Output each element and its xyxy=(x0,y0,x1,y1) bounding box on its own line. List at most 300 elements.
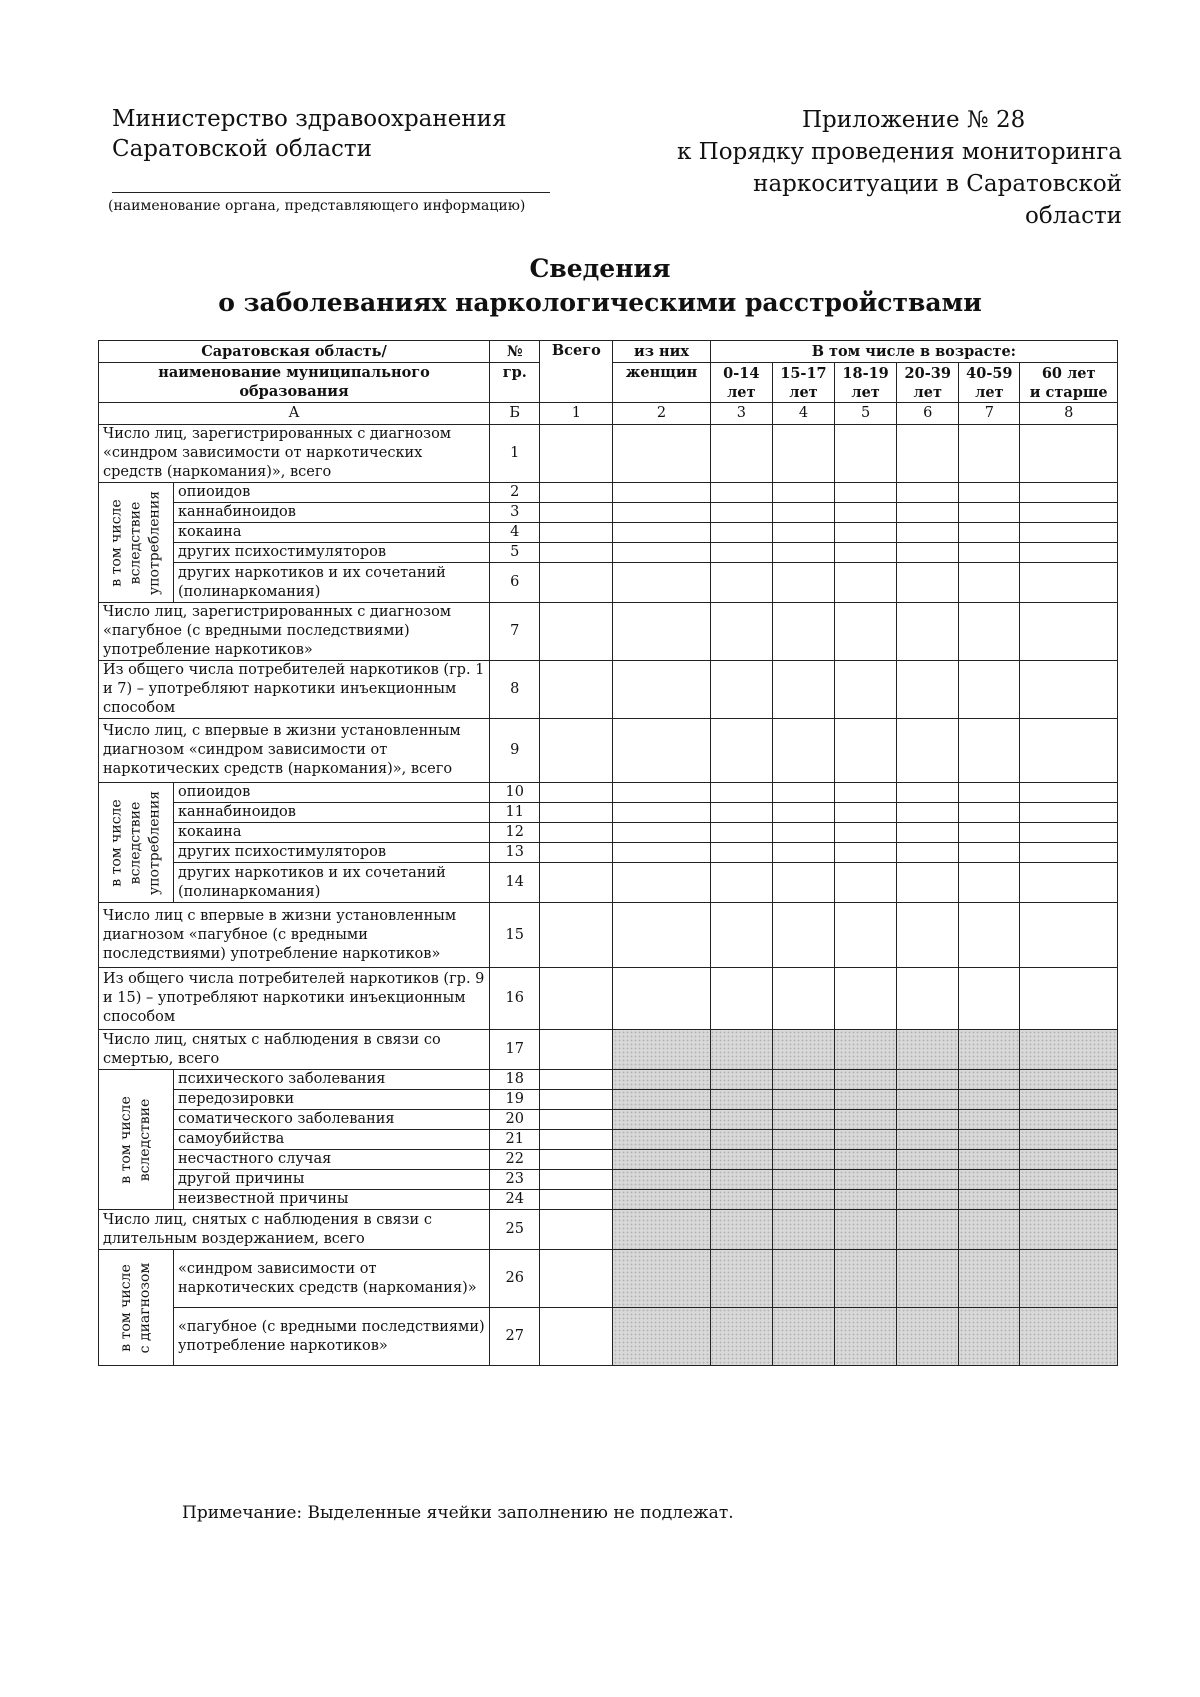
shaded-cell xyxy=(613,1190,710,1210)
row-number: 18 xyxy=(490,1070,540,1090)
shaded-cell xyxy=(613,1170,710,1190)
data-cell[interactable] xyxy=(710,661,772,719)
data-cell[interactable] xyxy=(710,803,772,823)
data-cell[interactable] xyxy=(772,803,834,823)
shaded-cell xyxy=(897,1308,959,1366)
table-row xyxy=(99,563,1118,603)
header-women-2: женщин xyxy=(613,363,710,403)
row-sublabel: «синдром зависимости от наркотических средств (наркомания)» xyxy=(173,1250,489,1308)
shaded-cell xyxy=(613,1210,710,1250)
data-cell[interactable] xyxy=(959,843,1020,863)
shaded-cell xyxy=(835,1250,897,1308)
row-sublabel: других наркотиков и их сочетаний (полинаркомания) xyxy=(173,863,489,903)
table-row xyxy=(99,863,1118,903)
header-num: № xyxy=(490,341,540,363)
data-cell[interactable] xyxy=(613,543,710,563)
data-cell[interactable] xyxy=(835,863,897,903)
shaded-cell xyxy=(897,1090,959,1110)
data-cell[interactable] xyxy=(1020,719,1118,783)
shaded-cell xyxy=(1020,1070,1118,1090)
data-cell[interactable] xyxy=(772,483,834,503)
data-cell[interactable] xyxy=(897,563,959,603)
data-cell[interactable] xyxy=(540,483,613,503)
data-cell[interactable] xyxy=(1020,823,1118,843)
data-cell[interactable] xyxy=(540,968,613,1030)
data-cell[interactable] xyxy=(710,783,772,803)
header-total: Всего xyxy=(540,341,613,403)
data-cell[interactable] xyxy=(710,823,772,843)
appendix-line-3: наркоситуации в Саратовской области xyxy=(753,171,1122,229)
data-cell[interactable] xyxy=(959,783,1020,803)
row-sublabel: каннабиноидов xyxy=(173,503,489,523)
header-age-20-39 xyxy=(897,363,959,403)
data-cell[interactable] xyxy=(1020,863,1118,903)
shaded-cell xyxy=(613,1250,710,1308)
header-age-60-plus xyxy=(1020,363,1118,403)
group-label xyxy=(99,1070,174,1210)
header-age-15-17-line-2: лет xyxy=(789,383,818,401)
column-index-4: 3 xyxy=(710,403,772,425)
shaded-cell xyxy=(835,1070,897,1090)
title-line-2: о заболеваниях наркологическими расстройствами xyxy=(218,288,982,317)
shaded-cell xyxy=(772,1030,834,1070)
data-cell[interactable] xyxy=(772,603,834,661)
data-cell[interactable] xyxy=(540,1090,613,1110)
data-cell[interactable] xyxy=(897,661,959,719)
data-cell[interactable] xyxy=(897,823,959,843)
header-num-2: гр. xyxy=(490,363,540,403)
data-cell[interactable] xyxy=(835,968,897,1030)
shaded-cell xyxy=(772,1070,834,1090)
table-row xyxy=(99,1308,1118,1366)
data-cell[interactable] xyxy=(772,968,834,1030)
shaded-cell xyxy=(710,1210,772,1250)
table-row xyxy=(99,483,1118,503)
data-cell[interactable] xyxy=(613,843,710,863)
data-cell[interactable] xyxy=(710,719,772,783)
data-cell[interactable] xyxy=(710,523,772,543)
data-cell[interactable] xyxy=(540,1030,613,1070)
data-cell[interactable] xyxy=(897,503,959,523)
data-cell[interactable] xyxy=(772,661,834,719)
data-cell[interactable] xyxy=(897,843,959,863)
data-cell[interactable] xyxy=(613,523,710,543)
row-number: 21 xyxy=(490,1130,540,1150)
header-age-15-17-line-1: 15-17 xyxy=(780,364,827,382)
data-cell[interactable] xyxy=(1020,903,1118,968)
data-cell[interactable] xyxy=(772,863,834,903)
shaded-cell xyxy=(710,1130,772,1150)
data-cell[interactable] xyxy=(540,903,613,968)
data-cell[interactable] xyxy=(613,603,710,661)
row-number: 27 xyxy=(490,1308,540,1366)
data-cell[interactable] xyxy=(835,483,897,503)
data-cell[interactable] xyxy=(1020,543,1118,563)
data-cell[interactable] xyxy=(835,823,897,843)
shaded-cell xyxy=(835,1150,897,1170)
row-sublabel: передозировки xyxy=(173,1090,489,1110)
shaded-cell xyxy=(613,1130,710,1150)
shaded-cell xyxy=(710,1030,772,1070)
shaded-cell xyxy=(1020,1150,1118,1170)
data-cell[interactable] xyxy=(540,843,613,863)
shaded-cell xyxy=(710,1190,772,1210)
data-cell[interactable] xyxy=(897,425,959,483)
shaded-cell xyxy=(835,1090,897,1110)
data-cell[interactable] xyxy=(710,603,772,661)
table-row xyxy=(99,503,1118,523)
row-number: 1 xyxy=(490,425,540,483)
shaded-cell xyxy=(897,1070,959,1090)
data-cell[interactable] xyxy=(897,903,959,968)
data-cell[interactable] xyxy=(897,483,959,503)
data-cell[interactable] xyxy=(897,803,959,823)
shaded-cell xyxy=(710,1150,772,1170)
data-cell[interactable] xyxy=(540,503,613,523)
row-sublabel: неизвестной причины xyxy=(173,1190,489,1210)
data-cell[interactable] xyxy=(772,719,834,783)
header-age-18-19-line-2: лет xyxy=(851,383,880,401)
shaded-cell xyxy=(959,1210,1020,1250)
row-number: 20 xyxy=(490,1110,540,1130)
shaded-cell xyxy=(613,1090,710,1110)
row-number: 8 xyxy=(490,661,540,719)
data-cell[interactable] xyxy=(1020,603,1118,661)
data-cell[interactable] xyxy=(835,783,897,803)
data-cell[interactable] xyxy=(959,863,1020,903)
report-table xyxy=(98,340,1118,1366)
header-age-20-39-line-1: 20-39 xyxy=(904,364,951,382)
data-cell[interactable] xyxy=(613,661,710,719)
table-row xyxy=(99,719,1118,783)
shaded-cell xyxy=(959,1070,1020,1090)
data-cell[interactable] xyxy=(959,803,1020,823)
data-cell[interactable] xyxy=(959,903,1020,968)
data-cell[interactable] xyxy=(710,903,772,968)
data-cell[interactable] xyxy=(710,863,772,903)
data-cell[interactable] xyxy=(897,603,959,661)
shaded-cell xyxy=(959,1110,1020,1130)
header-age-60-plus-line-1: 60 лет xyxy=(1041,364,1096,382)
table-row xyxy=(99,1130,1118,1150)
row-number: 16 xyxy=(490,968,540,1030)
data-cell[interactable] xyxy=(1020,563,1118,603)
shaded-cell xyxy=(772,1110,834,1130)
data-cell[interactable] xyxy=(710,543,772,563)
data-cell[interactable] xyxy=(835,603,897,661)
data-cell[interactable] xyxy=(540,1130,613,1150)
data-cell[interactable] xyxy=(1020,843,1118,863)
data-cell[interactable] xyxy=(710,425,772,483)
group-label xyxy=(99,483,174,603)
header-age-40-59 xyxy=(959,363,1020,403)
data-cell[interactable] xyxy=(772,843,834,863)
data-cell[interactable] xyxy=(540,543,613,563)
shaded-cell xyxy=(1020,1090,1118,1110)
data-cell[interactable] xyxy=(613,783,710,803)
data-cell[interactable] xyxy=(540,1070,613,1090)
row-sublabel: других психостимуляторов xyxy=(173,543,489,563)
data-cell[interactable] xyxy=(959,603,1020,661)
row-label: Число лиц, снятых с наблюдения в связи со смертью, всего xyxy=(99,1030,490,1070)
header-age-0-14-line-1: 0-14 xyxy=(723,364,760,382)
data-cell[interactable] xyxy=(613,823,710,843)
shaded-cell xyxy=(959,1308,1020,1366)
shaded-cell xyxy=(897,1130,959,1150)
data-cell[interactable] xyxy=(1020,425,1118,483)
data-cell[interactable] xyxy=(613,503,710,523)
data-cell[interactable] xyxy=(1020,968,1118,1030)
row-sublabel: каннабиноидов xyxy=(173,803,489,823)
row-number: 17 xyxy=(490,1030,540,1070)
data-cell[interactable] xyxy=(772,823,834,843)
data-cell[interactable] xyxy=(835,719,897,783)
column-index-1: Б xyxy=(490,403,540,425)
data-cell[interactable] xyxy=(613,803,710,823)
data-cell[interactable] xyxy=(897,968,959,1030)
group-label-text: в том числе вследствие употребления xyxy=(108,790,163,895)
shaded-cell xyxy=(613,1150,710,1170)
data-cell[interactable] xyxy=(613,968,710,1030)
shaded-cell xyxy=(772,1170,834,1190)
shaded-cell xyxy=(959,1170,1020,1190)
data-cell[interactable] xyxy=(897,543,959,563)
row-number: 25 xyxy=(490,1210,540,1250)
row-number: 2 xyxy=(490,483,540,503)
shaded-cell xyxy=(1020,1308,1118,1366)
column-index-5: 4 xyxy=(772,403,834,425)
shaded-cell xyxy=(710,1090,772,1110)
row-sublabel: опиоидов xyxy=(173,783,489,803)
data-cell[interactable] xyxy=(540,823,613,843)
data-cell[interactable] xyxy=(835,843,897,863)
data-cell[interactable] xyxy=(1020,483,1118,503)
data-cell[interactable] xyxy=(613,563,710,603)
row-label: Число лиц, зарегистрированных с диагнозом «синдром зависимости от наркотических средств (наркомания)», всего xyxy=(99,425,490,483)
group-label-text: в том числе с диагнозом xyxy=(117,1262,153,1353)
group-label xyxy=(99,1250,174,1366)
data-cell[interactable] xyxy=(959,425,1020,483)
shaded-cell xyxy=(772,1190,834,1210)
shaded-cell xyxy=(1020,1210,1118,1250)
data-cell[interactable] xyxy=(613,483,710,503)
table-row xyxy=(99,1110,1118,1130)
shaded-cell xyxy=(1020,1130,1118,1150)
data-cell[interactable] xyxy=(835,523,897,543)
org-line-2: Саратовской области xyxy=(112,136,372,162)
data-cell[interactable] xyxy=(540,1170,613,1190)
data-cell[interactable] xyxy=(613,863,710,903)
shaded-cell xyxy=(897,1250,959,1308)
shaded-cell xyxy=(959,1190,1020,1210)
data-cell[interactable] xyxy=(540,1210,613,1250)
shaded-cell xyxy=(897,1210,959,1250)
data-cell[interactable] xyxy=(1020,783,1118,803)
header-age-15-17 xyxy=(772,363,834,403)
data-cell[interactable] xyxy=(540,1110,613,1130)
shaded-cell xyxy=(710,1308,772,1366)
org-caption: (наименование органа, представляющего информацию) xyxy=(108,198,526,214)
shaded-cell xyxy=(959,1090,1020,1110)
data-cell[interactable] xyxy=(613,425,710,483)
group-label-text: в том числе вследствие xyxy=(117,1095,153,1184)
table-row xyxy=(99,803,1118,823)
data-cell[interactable] xyxy=(540,863,613,903)
table-row xyxy=(99,1190,1118,1210)
table-row xyxy=(99,1150,1118,1170)
row-label: Число лиц, снятых с наблюдения в связи с длительным воздержанием, всего xyxy=(99,1210,490,1250)
data-cell[interactable] xyxy=(1020,661,1118,719)
shaded-cell xyxy=(897,1170,959,1190)
data-cell[interactable] xyxy=(772,425,834,483)
data-cell[interactable] xyxy=(772,503,834,523)
shaded-cell xyxy=(897,1110,959,1130)
row-sublabel: других психостимуляторов xyxy=(173,843,489,863)
appendix-header xyxy=(672,104,1122,232)
data-cell[interactable] xyxy=(540,523,613,543)
data-cell[interactable] xyxy=(1020,503,1118,523)
data-cell[interactable] xyxy=(959,483,1020,503)
shaded-cell xyxy=(613,1308,710,1366)
shaded-cell xyxy=(772,1130,834,1150)
row-number: 12 xyxy=(490,823,540,843)
data-cell[interactable] xyxy=(710,843,772,863)
data-cell[interactable] xyxy=(1020,523,1118,543)
table-row xyxy=(99,1170,1118,1190)
table-row xyxy=(99,1210,1118,1250)
table-row xyxy=(99,425,1118,483)
shaded-cell xyxy=(835,1190,897,1210)
data-cell[interactable] xyxy=(772,523,834,543)
row-label: Из общего числа потребителей наркотиков (гр. 1 и 7) – употребляют наркотики инъекционным способом xyxy=(99,661,490,719)
header-region-2: наименование муниципального образования xyxy=(99,363,490,403)
data-cell[interactable] xyxy=(613,719,710,783)
data-cell[interactable] xyxy=(835,661,897,719)
data-cell[interactable] xyxy=(540,563,613,603)
table-row xyxy=(99,1030,1118,1070)
data-cell[interactable] xyxy=(835,803,897,823)
header-age-18-19 xyxy=(835,363,897,403)
shaded-cell xyxy=(1020,1250,1118,1308)
row-number: 22 xyxy=(490,1150,540,1170)
row-number: 9 xyxy=(490,719,540,783)
data-cell[interactable] xyxy=(772,903,834,968)
appendix-number: Приложение № 28 xyxy=(802,107,1026,133)
data-cell[interactable] xyxy=(540,661,613,719)
data-cell[interactable] xyxy=(710,483,772,503)
data-cell[interactable] xyxy=(540,1190,613,1210)
table-row xyxy=(99,783,1118,803)
data-cell[interactable] xyxy=(1020,803,1118,823)
shaded-cell xyxy=(835,1170,897,1190)
data-cell[interactable] xyxy=(897,783,959,803)
data-cell[interactable] xyxy=(835,543,897,563)
shaded-cell xyxy=(897,1190,959,1210)
row-sublabel: кокаина xyxy=(173,823,489,843)
data-cell[interactable] xyxy=(835,503,897,523)
group-label-text: в том числе вследствие употребления xyxy=(108,490,163,595)
data-cell[interactable] xyxy=(710,563,772,603)
title-line-1: Сведения xyxy=(529,254,671,283)
header-age-18-19-line-1: 18-19 xyxy=(842,364,889,382)
header-region: Саратовская область/ xyxy=(99,341,490,363)
row-number: 23 xyxy=(490,1170,540,1190)
data-cell[interactable] xyxy=(772,783,834,803)
shaded-cell xyxy=(772,1090,834,1110)
data-cell[interactable] xyxy=(540,783,613,803)
row-sublabel: самоубийства xyxy=(173,1130,489,1150)
column-index-9: 8 xyxy=(1020,403,1118,425)
shaded-cell xyxy=(613,1030,710,1070)
table-row xyxy=(99,903,1118,968)
data-cell[interactable] xyxy=(959,543,1020,563)
row-sublabel: психического заболевания xyxy=(173,1070,489,1090)
data-cell[interactable] xyxy=(897,863,959,903)
data-cell[interactable] xyxy=(540,1250,613,1308)
shaded-cell xyxy=(772,1308,834,1366)
org-line-1: Министерство здравоохранения xyxy=(112,106,507,132)
shaded-cell xyxy=(835,1030,897,1070)
data-cell[interactable] xyxy=(959,523,1020,543)
data-cell[interactable] xyxy=(835,903,897,968)
data-cell[interactable] xyxy=(540,1308,613,1366)
row-number: 6 xyxy=(490,563,540,603)
data-cell[interactable] xyxy=(897,719,959,783)
header-age-20-39-line-2: лет xyxy=(913,383,942,401)
shaded-cell xyxy=(959,1030,1020,1070)
data-cell[interactable] xyxy=(959,563,1020,603)
header-age-0-14-line-2: лет xyxy=(727,383,756,401)
data-cell[interactable] xyxy=(540,425,613,483)
header-women: из них xyxy=(613,341,710,363)
column-index-7: 6 xyxy=(897,403,959,425)
data-cell[interactable] xyxy=(540,719,613,783)
table-row xyxy=(99,823,1118,843)
data-cell[interactable] xyxy=(540,803,613,823)
shaded-cell xyxy=(613,1070,710,1090)
row-sublabel: несчастного случая xyxy=(173,1150,489,1170)
shaded-cell xyxy=(1020,1110,1118,1130)
data-cell[interactable] xyxy=(540,1150,613,1170)
data-cell[interactable] xyxy=(959,719,1020,783)
data-cell[interactable] xyxy=(540,603,613,661)
row-sublabel: других наркотиков и их сочетаний (полинаркомания) xyxy=(173,563,489,603)
data-cell[interactable] xyxy=(613,903,710,968)
data-cell[interactable] xyxy=(897,523,959,543)
data-cell[interactable] xyxy=(710,503,772,523)
table-row xyxy=(99,543,1118,563)
organization-name xyxy=(112,104,507,164)
data-cell[interactable] xyxy=(959,503,1020,523)
column-index-6: 5 xyxy=(835,403,897,425)
data-cell[interactable] xyxy=(959,968,1020,1030)
row-number: 5 xyxy=(490,543,540,563)
table-row xyxy=(99,1250,1118,1308)
data-cell[interactable] xyxy=(772,543,834,563)
row-number: 26 xyxy=(490,1250,540,1308)
data-cell[interactable] xyxy=(772,563,834,603)
data-cell[interactable] xyxy=(959,661,1020,719)
data-cell[interactable] xyxy=(835,563,897,603)
header-age-60-plus-line-2: и старше xyxy=(1029,383,1108,401)
header-age-40-59-line-1: 40-59 xyxy=(966,364,1013,382)
data-cell[interactable] xyxy=(710,968,772,1030)
row-label: Число лиц, зарегистрированных с диагнозом «пагубное (с вредными последствиями) употребление наркотиков» xyxy=(99,603,490,661)
data-cell[interactable] xyxy=(835,425,897,483)
shaded-cell xyxy=(710,1250,772,1308)
row-number: 14 xyxy=(490,863,540,903)
data-cell[interactable] xyxy=(959,823,1020,843)
